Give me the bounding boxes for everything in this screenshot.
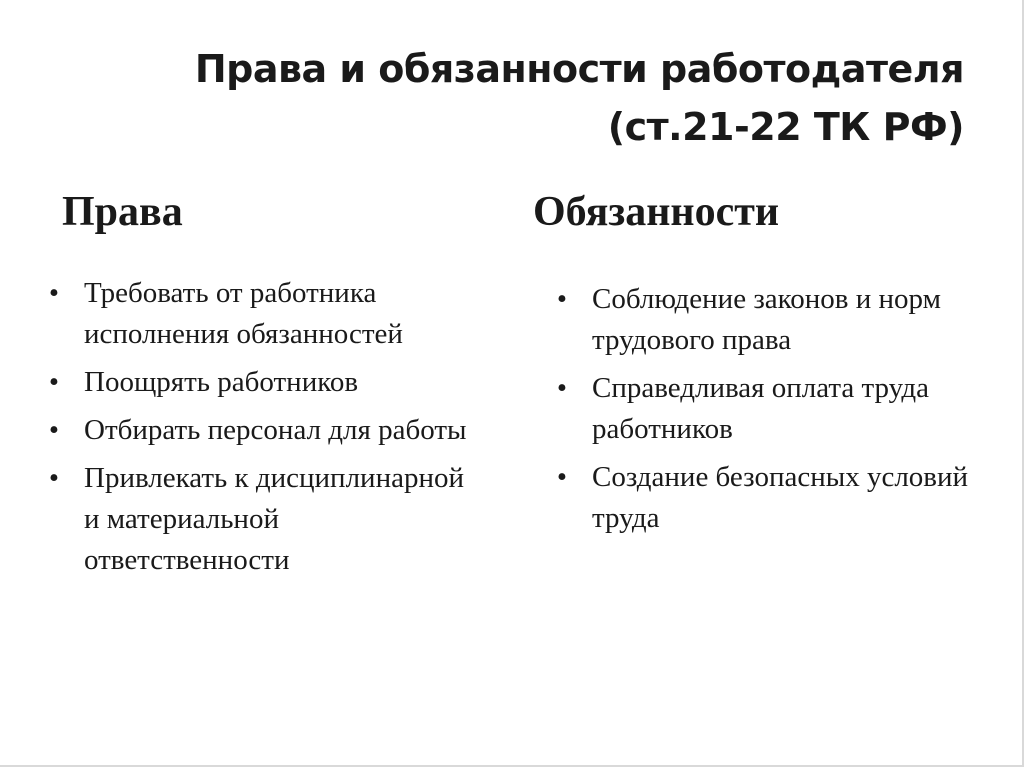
rights-list-item: [44, 410, 484, 451]
bullet-icon: •: [556, 283, 568, 315]
duties-list: [552, 279, 992, 546]
duties-item-text: Справедливая оплата труда работников: [592, 372, 929, 445]
bullet-icon: •: [556, 372, 568, 404]
slide-title: [144, 40, 964, 156]
duties-list-item: [552, 457, 992, 539]
rights-heading: Права: [62, 189, 183, 235]
slide-title-line-2: (ст.21-22 ТК РФ): [607, 105, 964, 149]
bullet-icon: •: [48, 414, 60, 446]
duties-item-text: Соблюдение законов и норм трудового права: [592, 283, 941, 356]
rights-list-item: [44, 458, 484, 581]
rights-item-text: Привлекать к дисциплинарной и материальной ответственности: [84, 462, 465, 576]
bullet-icon: •: [48, 366, 60, 398]
rights-item-text: Требовать от работника исполнения обязанностей: [84, 277, 403, 350]
slide-title-line-1: Права и обязанности работодателя: [194, 47, 964, 91]
rights-list: [44, 273, 484, 588]
rights-item-text: Поощрять работников: [84, 366, 359, 398]
bullet-icon: •: [48, 462, 60, 494]
duties-item-text: Создание безопасных условий труда: [592, 461, 969, 534]
bullet-icon: •: [48, 277, 60, 309]
duties-list-item: [552, 279, 992, 361]
rights-item-text: Отбирать персонал для работы: [84, 414, 467, 446]
rights-list-item: [44, 273, 484, 355]
rights-list-item: [44, 362, 484, 403]
bullet-icon: •: [556, 461, 568, 493]
duties-heading: Обязанности: [533, 189, 780, 235]
duties-list-item: [552, 368, 992, 450]
